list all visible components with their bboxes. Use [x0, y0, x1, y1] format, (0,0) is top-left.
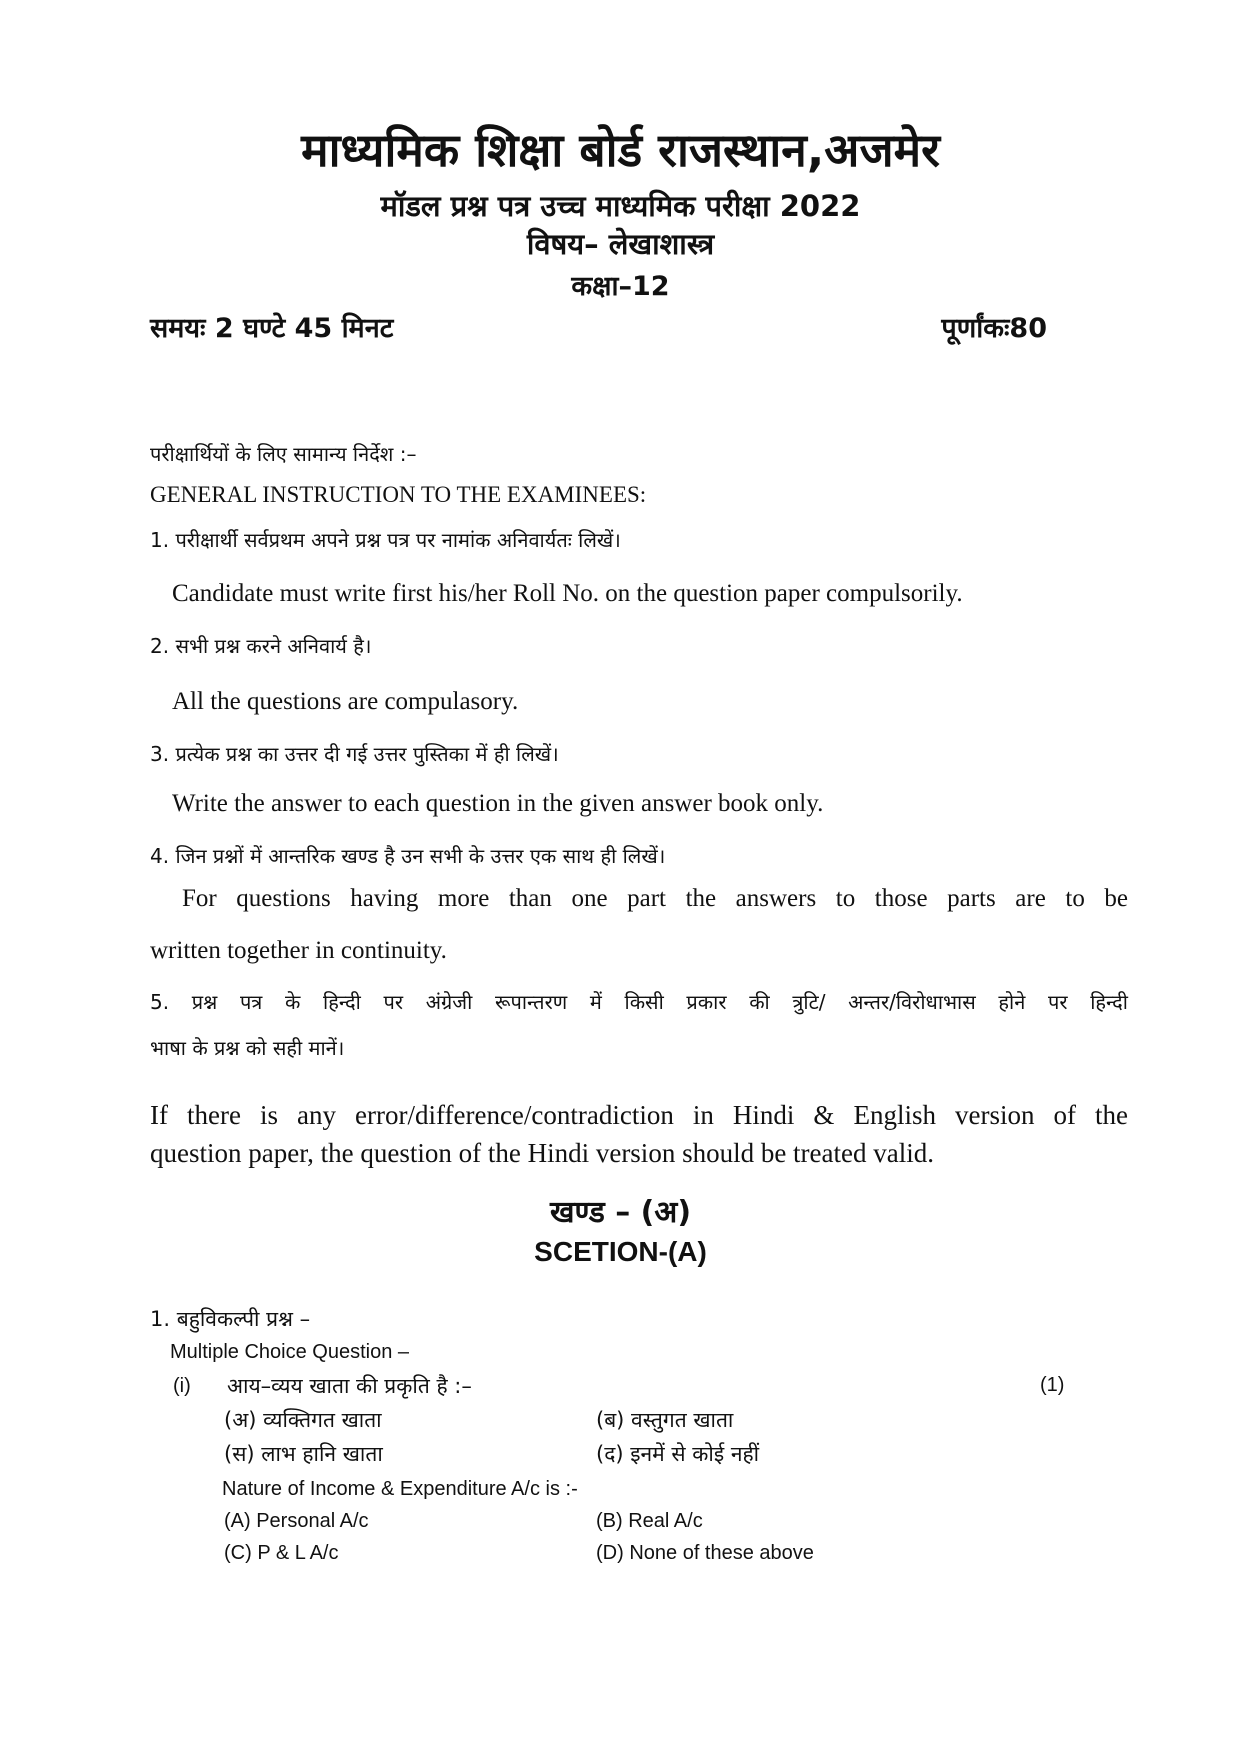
instructions-heading-en: GENERAL INSTRUCTION TO THE EXAMINEES: [150, 482, 647, 507]
instructions-heading-hi: परीक्षार्थियों के लिए सामान्य निर्देश :– [150, 442, 417, 466]
instruction-4-hi: 4. जिन प्रश्नों में आन्तरिक खण्ड है उन सभी के उत्तर एक साथ ही लिखें। [150, 844, 666, 868]
instruction-1-en: Candidate must write first his/her Roll No. on the question paper compulsorily. [172, 580, 963, 607]
option-hi-d: (द) इनमें से कोई नहीं [596, 1442, 760, 1466]
instruction-3-en: Write the answer to each question in the given answer book only. [172, 790, 824, 817]
instruction-5-en-line2: question paper, the question of the Hindi version should be treated valid. [150, 1138, 934, 1168]
option-hi-b: (ब) वस्तुगत खाता [596, 1408, 734, 1432]
max-marks: पूर्णांकः80 [941, 313, 1047, 344]
question-1-i-marks: (1) [1040, 1374, 1065, 1396]
section-title-hi: खण्ड – (अ) [549, 1195, 692, 1230]
instruction-3-hi: 3. प्रत्येक प्रश्न का उत्तर दी गई उत्तर पुस्तिका में ही लिखें। [150, 742, 559, 766]
question-1-label-en: Multiple Choice Question – [170, 1341, 410, 1363]
section-title-en: SCETION-(A) [534, 1236, 707, 1267]
instruction-2-en: All the questions are compulasory. [172, 688, 519, 715]
question-1-i-number: (i) [173, 1375, 191, 1397]
option-hi-a: (अ) व्यक्तिगत खाता [224, 1408, 382, 1432]
instruction-5-en-line1: If there is any error/difference/contradiction in Hindi & English version of the [150, 1100, 1128, 1130]
question-1-i-text-hi: आय–व्यय खाता की प्रकृति है :– [227, 1374, 472, 1398]
instruction-4-en-line1: For questions having more than one part the answers to those parts are to be [182, 885, 1128, 912]
time-allowed: समयः 2 घण्टे 45 मिनट [150, 313, 394, 344]
question-1-i-text-en: Nature of Income & Expenditure A/c is :- [222, 1478, 578, 1500]
instruction-1-hi: 1. परीक्षार्थी सर्वप्रथम अपने प्रश्न पत्र पर नामांक अनिवार्यतः लिखें। [150, 528, 621, 552]
instruction-4-en-line2: written together in continuity. [150, 937, 447, 964]
instruction-5-hi-line2: भाषा के प्रश्न को सही मानें। [150, 1036, 345, 1060]
option-hi-c: (स) लाभ हानि खाता [224, 1442, 383, 1466]
option-en-a: (A) Personal A/c [224, 1510, 369, 1532]
question-1-label-hi: 1. बहुविकल्पी प्रश्न – [150, 1307, 311, 1331]
instruction-5-hi-line1: 5. प्रश्न पत्र के हिन्दी पर अंग्रेजी रूपान्तरण में किसी प्रकार की त्रुटि/ अन्तर/विरोधाभास होने पर हिन्दी [150, 990, 1128, 1014]
board-title: माध्यमिक शिक्षा बोर्ड राजस्थान,अजमेर [301, 123, 940, 177]
option-en-d: (D) None of these above [596, 1542, 814, 1564]
instruction-2-hi: 2. सभी प्रश्न करने अनिवार्य है। [150, 634, 372, 658]
paper-title: मॉडल प्रश्न पत्र उच्च माध्यमिक परीक्षा 2022 [380, 189, 861, 223]
option-en-b: (B) Real A/c [596, 1510, 703, 1532]
option-en-c: (C) P & L A/c [224, 1542, 339, 1564]
class-title: कक्षा–12 [571, 271, 670, 302]
subject-title: विषय– लेखाशास्त्र [526, 227, 715, 261]
